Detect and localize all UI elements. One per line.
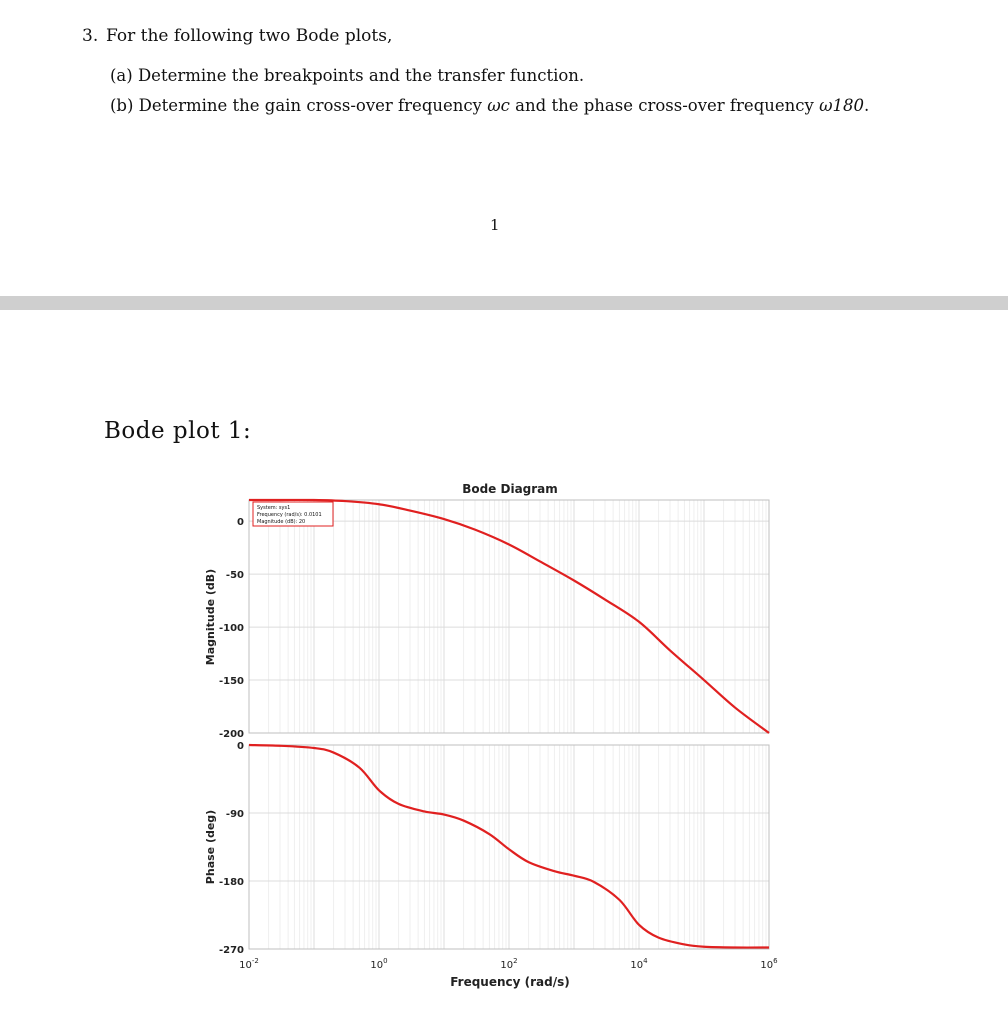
datatip-line-1: System: sys1: [257, 505, 291, 511]
part-b-end: .: [864, 96, 870, 115]
problem-number: 3.: [82, 26, 99, 46]
part-a: (a) Determine the breakpoints and the transfer function.: [110, 66, 585, 85]
magnitude-grid: [249, 500, 769, 733]
y-tick-label: -200: [218, 729, 244, 740]
plot-heading: Bode plot 1:: [104, 418, 252, 444]
x-axis-label: Frequency (rad/s): [450, 975, 570, 989]
y-tick-label: 0: [237, 517, 244, 529]
y-tick-label: -90: [225, 809, 244, 820]
page-number: 1: [490, 216, 500, 234]
datatip-line-3: Magnitude (dB): 20: [257, 519, 306, 525]
chart-title: Bode Diagram: [462, 482, 558, 496]
y-tick-label: -100: [218, 623, 244, 635]
part-b-wc: ωc: [487, 96, 510, 115]
magnitude-y-axis-label: Magnitude (dB): [204, 568, 217, 666]
x-tick-label: $10^2$: [500, 957, 518, 971]
y-tick-label: 0: [237, 741, 244, 752]
part-b-mid: and the phase cross-over frequency: [509, 96, 820, 115]
datatip[interactable]: [253, 502, 333, 526]
x-tick-label: $10^{-2}$: [239, 957, 259, 971]
problem-intro: For the following two Bode plots,: [106, 26, 393, 46]
y-tick-label: -50: [225, 570, 244, 582]
part-b-w180: ω180: [819, 96, 865, 115]
phase-y-axis-label: Phase (deg): [204, 809, 217, 885]
x-tick-label: $10^4$: [630, 957, 648, 971]
y-tick-label: -180: [218, 877, 244, 888]
y-tick-label: -270: [218, 945, 244, 956]
y-tick-label: -150: [218, 676, 244, 688]
datatip-line-2: Frequency (rad/s): 0.0101: [257, 512, 322, 518]
part-b-text: (b) Determine the gain cross-over frequency: [110, 96, 488, 115]
x-tick-label: $10^0$: [370, 957, 388, 971]
phase-grid: [249, 745, 769, 949]
x-tick-label: $10^6$: [760, 957, 778, 971]
